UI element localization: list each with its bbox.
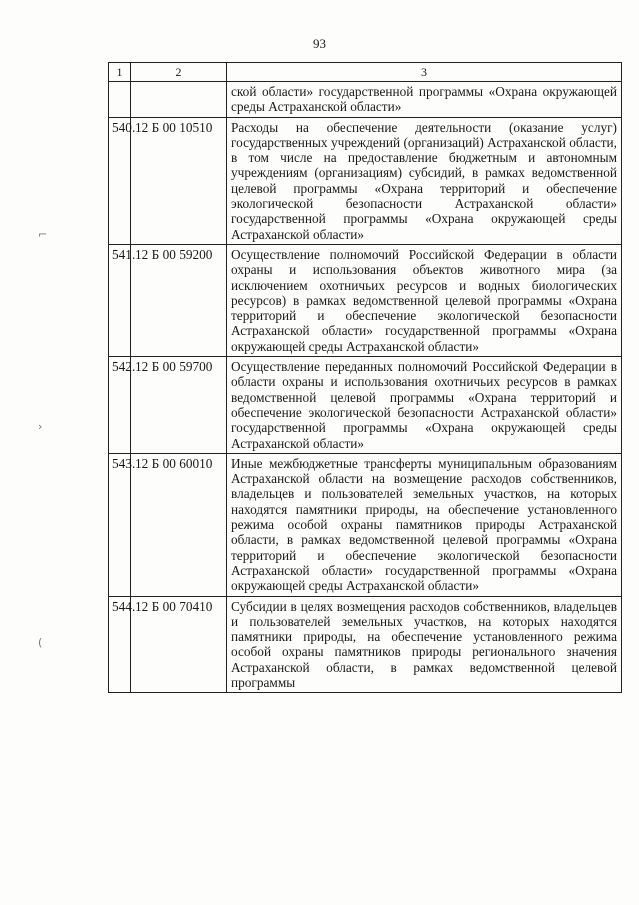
row-description: Субсидии в целях возмещения расходов собственников, владельцев и пользователей земельных участков, на которых находятся памятники природы, на обеспечение установленного режима особой охраны памятников природы регионального значения Астраханской области, в рамках ведомственной целевой программы [227, 596, 622, 693]
scan-mark: ( [38, 636, 43, 649]
row-number: 542. [109, 357, 131, 454]
table-row [109, 596, 622, 693]
row-code: 12 Б 00 60010 [131, 453, 227, 596]
scan-mark: ⌐ [38, 228, 48, 241]
header-cell-1: 1 [109, 63, 131, 82]
row-number: 544. [109, 596, 131, 693]
table-row [109, 82, 622, 118]
table-header-row [109, 63, 622, 82]
table-row [109, 117, 622, 244]
row-code: 12 Б 00 70410 [131, 596, 227, 693]
row-code: 12 Б 00 59700 [131, 357, 227, 454]
table-row [109, 357, 622, 454]
row-code: 12 Б 00 10510 [131, 117, 227, 244]
budget-table [108, 62, 622, 693]
header-cell-3: 3 [227, 63, 622, 82]
row-description: Осуществление переданных полномочий Российской Федерации в области охраны и использования охотничьих ресурсов в рамках ведомственной целевой программы «Охрана территорий и обеспечение экологической безопасности Астраханской области» государственной программы «Охрана окружающей среды Астраханской области» [227, 357, 622, 454]
row-code: 12 Б 00 59200 [131, 244, 227, 356]
row-number: 541. [109, 244, 131, 356]
row-number: 543. [109, 453, 131, 596]
table-row [109, 453, 622, 596]
page-number: 93 [313, 36, 326, 51]
table-row [109, 244, 622, 356]
row-number [109, 82, 131, 118]
scan-mark: › [38, 420, 43, 433]
row-description: Иные межбюджетные трансферты муниципальным образованиям Астраханской области на возмещение расходов собственников, владельцев и пользователей земельных участков, на которых находятся памятники природы, на обеспечение установленного режима особой охраны памятников природы Астраханской области, в рамках ведомственной целевой программы «Охрана территорий и обеспечение экологической безопасности Астраханской области» государственной программы «Охрана окружающей среды Астраханской области» [227, 453, 622, 596]
row-description: Осуществление полномочий Российской Федерации в области охраны и использования объектов животного мира (за исключением охотничьих ресурсов и водных биологических ресурсов) в рамках ведомственной целевой программы «Охрана территорий и обеспечение экологической безопасности Астраханской области» государственной программы «Охрана окружающей среды Астраханской области» [227, 244, 622, 356]
row-description: ской области» государственной программы «Охрана окружающей среды Астраханской области» [227, 82, 622, 118]
row-description: Расходы на обеспечение деятельности (оказание услуг) государственных учреждений (организаций) Астраханской области, в том числе на предоставление бюджетным и автономным учреждениям (организациям) субсидий, в рамках ведомственной целевой программы «Охрана территорий и обеспечение экологической безопасности Астраханской области» государственной программы «Охрана окружающей среды Астраханской области» [227, 117, 622, 244]
row-number: 540. [109, 117, 131, 244]
row-code [131, 82, 227, 118]
header-cell-2: 2 [131, 63, 227, 82]
